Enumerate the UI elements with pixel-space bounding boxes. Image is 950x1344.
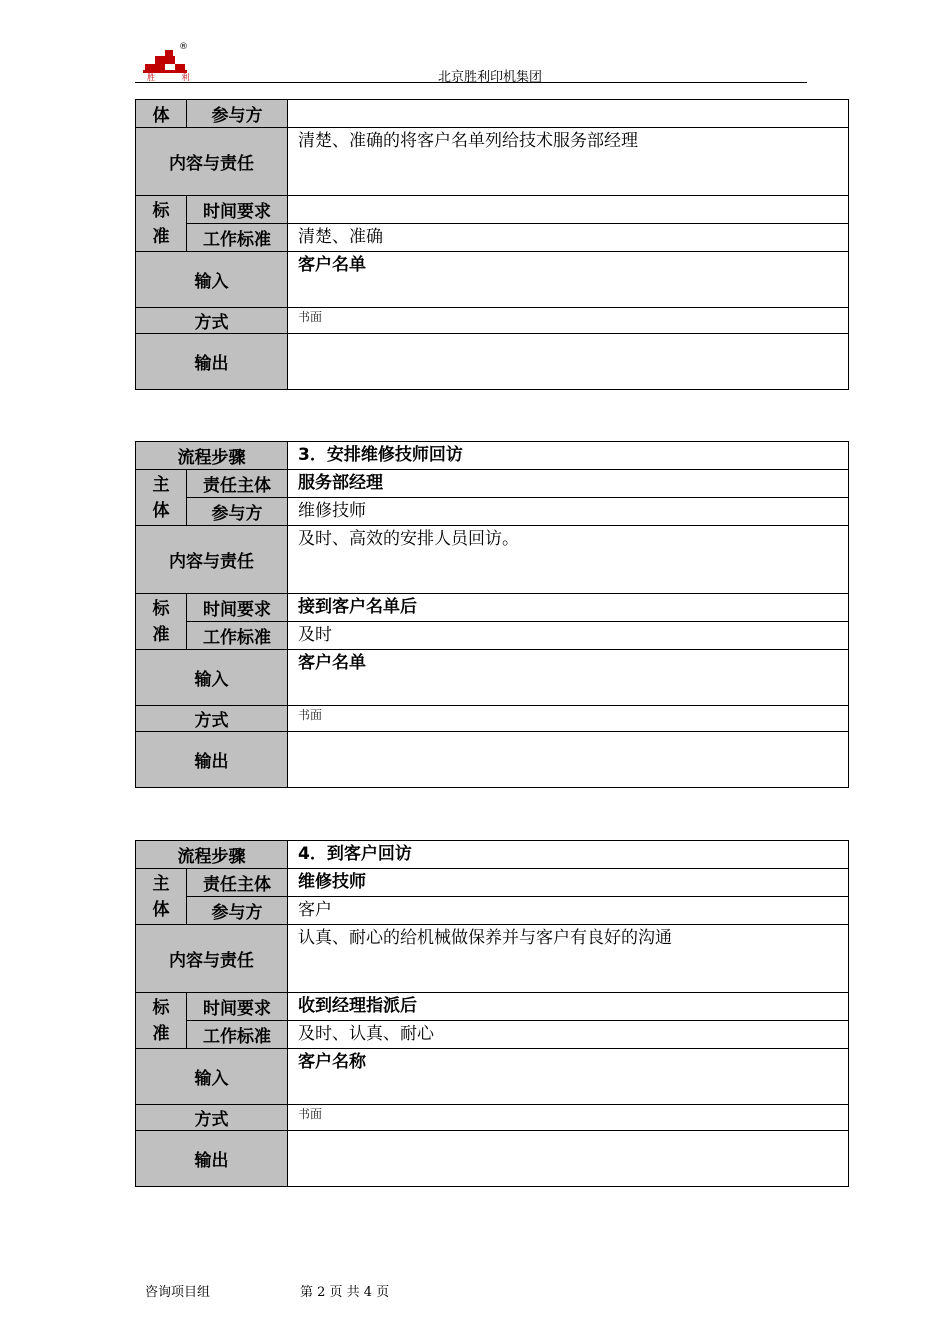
input-value: 客户名称: [288, 1049, 849, 1105]
output-label: 输出: [136, 334, 288, 390]
work-label: 工作标准: [187, 224, 288, 252]
table-row: [136, 650, 849, 706]
work-value: 及时、认真、耐心: [288, 1021, 849, 1049]
content-label: 内容与责任: [136, 925, 288, 993]
table-row: [136, 897, 849, 925]
table-row: [136, 100, 849, 128]
owner-label: 责任主体: [187, 470, 288, 498]
content-label: 内容与责任: [136, 526, 288, 594]
subject-label: 主体: [136, 869, 187, 925]
process-table-step3: [135, 441, 849, 788]
participant-value: 维修技师: [288, 498, 849, 526]
work-value: 及时: [288, 622, 849, 650]
table-row: [136, 308, 849, 334]
content-value: 认真、耐心的给机械做保养并与客户有良好的沟通: [288, 925, 849, 993]
subject-label: 主体: [136, 470, 187, 526]
table-row: [136, 841, 849, 869]
content-label: 内容与责任: [136, 128, 288, 196]
content-value: 清楚、准确的将客户名单列给技术服务部经理: [288, 128, 849, 196]
input-value: 客户名单: [288, 252, 849, 308]
method-label: 方式: [136, 706, 288, 732]
logo-text: 胜 利: [147, 73, 202, 82]
footer-group: 咨询项目组: [145, 1285, 211, 1300]
participant-label: 参与方: [187, 498, 288, 526]
participant-value: [288, 100, 849, 128]
table-row: [136, 1105, 849, 1131]
process-table-step4: [135, 840, 849, 1187]
table-row: [136, 594, 849, 622]
method-label: 方式: [136, 1105, 288, 1131]
standard-label: 标准: [136, 196, 187, 252]
owner-label: 责任主体: [187, 869, 288, 897]
standard-label: 标准: [136, 993, 187, 1049]
input-label: 输入: [136, 252, 288, 308]
output-value: [288, 1131, 849, 1187]
owner-value: 维修技师: [288, 869, 849, 897]
input-label: 输入: [136, 650, 288, 706]
table-row: [136, 1131, 849, 1187]
work-label: 工作标准: [187, 622, 288, 650]
participant-label: 参与方: [187, 897, 288, 925]
table-row: [136, 252, 849, 308]
company-name: 北京胜利印机集团: [438, 70, 543, 85]
standard-label: 标准: [136, 594, 187, 650]
table-row: [136, 224, 849, 252]
process-table-step2-continued: [135, 99, 849, 390]
registered-mark: ®: [179, 42, 188, 52]
output-label: 输出: [136, 1131, 288, 1187]
step-label: 流程步骤: [136, 442, 288, 470]
content-value: 及时、高效的安排人员回访。: [288, 526, 849, 594]
time-value: 接到客户名单后: [288, 594, 849, 622]
method-value: 书面: [288, 1105, 849, 1131]
table-row: [136, 442, 849, 470]
table-row: [136, 334, 849, 390]
output-label: 输出: [136, 732, 288, 788]
table-row: [136, 706, 849, 732]
table-row: [136, 925, 849, 993]
table-row: [136, 196, 849, 224]
table-row: [136, 622, 849, 650]
table-row: [136, 470, 849, 498]
owner-value: 服务部经理: [288, 470, 849, 498]
participant-value: 客户: [288, 897, 849, 925]
method-label: 方式: [136, 308, 288, 334]
step-value: 4．到客户回访: [288, 841, 849, 869]
time-label: 时间要求: [187, 196, 288, 224]
time-value: 收到经理指派后: [288, 993, 849, 1021]
input-label: 输入: [136, 1049, 288, 1105]
table-row: [136, 128, 849, 196]
table-row: [136, 526, 849, 594]
table-row: [136, 869, 849, 897]
time-label: 时间要求: [187, 993, 288, 1021]
input-value: 客户名单: [288, 650, 849, 706]
table-row: [136, 498, 849, 526]
time-value: [288, 196, 849, 224]
header-rule: [135, 82, 807, 83]
time-label: 时间要求: [187, 594, 288, 622]
output-value: [288, 732, 849, 788]
table-row: [136, 993, 849, 1021]
method-value: 书面: [288, 706, 849, 732]
work-label: 工作标准: [187, 1021, 288, 1049]
work-value: 清楚、准确: [288, 224, 849, 252]
footer-page-number: 第 2 页 共 4 页: [300, 1285, 390, 1300]
step-value: 3．安排维修技师回访: [288, 442, 849, 470]
participant-label: 参与方: [187, 100, 288, 128]
table-row: [136, 732, 849, 788]
output-value: [288, 334, 849, 390]
table-row: [136, 1049, 849, 1105]
table-row: [136, 1021, 849, 1049]
method-value: 书面: [288, 308, 849, 334]
subject-label-tail: 体: [136, 100, 187, 128]
step-label: 流程步骤: [136, 841, 288, 869]
